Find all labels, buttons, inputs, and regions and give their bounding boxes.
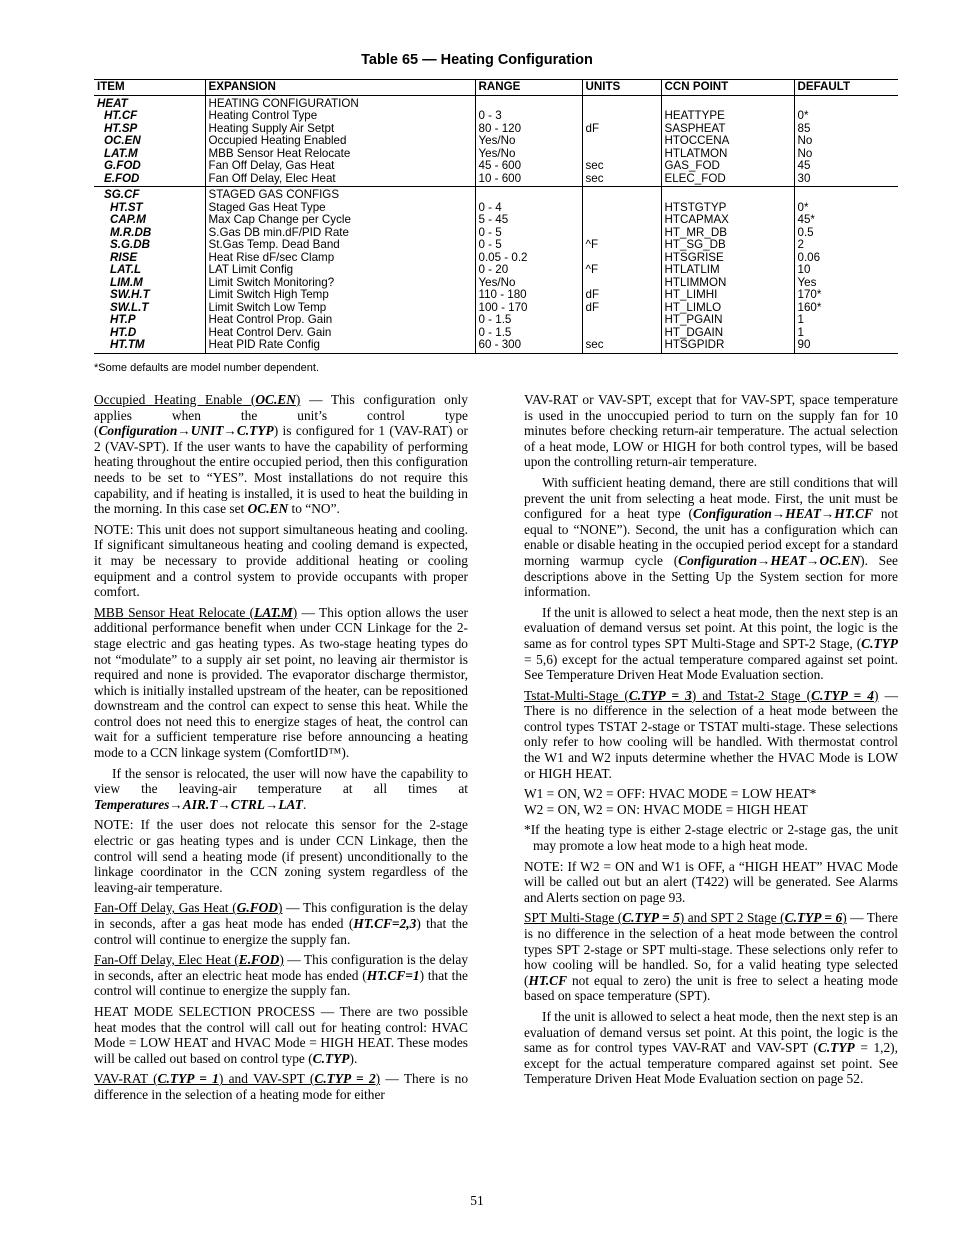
cell-item: HT.SP <box>104 121 138 135</box>
cell-expansion: Heat Control Prop. Gain <box>205 314 475 327</box>
table-row <box>94 339 898 353</box>
column-header-ccn-point: CCN POINT <box>661 80 794 96</box>
table-row <box>94 239 898 252</box>
cell-expansion: Heating Supply Air Setpt <box>205 123 475 136</box>
cell-range <box>475 95 582 110</box>
cell-default: 0.5 <box>794 227 898 240</box>
table-row <box>94 135 898 148</box>
cell-item: HT.P <box>110 313 136 326</box>
table-title: Table 65 — Heating Configuration <box>361 52 593 68</box>
cell-ccn-point: HT_DGAIN <box>661 327 794 340</box>
table-row <box>94 264 898 277</box>
heading-fan-off-elec: Fan-Off Delay, Elec Heat (E.FOD) <box>94 952 284 968</box>
cell-item: HEAT <box>97 96 128 110</box>
cell-item: LAT.M <box>104 146 138 160</box>
cell-range: 80 - 120 <box>475 123 582 136</box>
table-row <box>94 95 898 110</box>
cell-range: 110 - 180 <box>475 289 582 302</box>
cell-default: No <box>794 135 898 148</box>
table-row <box>94 214 898 227</box>
cell-expansion: Heat Control Derv. Gain <box>205 327 475 340</box>
cell-item: M.R.DB <box>110 225 152 239</box>
cell-ccn-point <box>661 187 794 202</box>
cell-item: SG.CF <box>104 188 140 201</box>
mode-line-high: W2 = ON, W2 = ON: HVAC MODE = HIGH HEAT <box>524 801 808 817</box>
column-header-range: RANGE <box>475 80 582 96</box>
cell-units <box>582 135 661 148</box>
cell-range: 0 - 5 <box>475 239 582 252</box>
cell-item: HT.CF <box>104 109 138 122</box>
cell-range: 0 - 5 <box>475 227 582 240</box>
cell-ccn-point: HT_LIMLO <box>661 302 794 315</box>
heading-tstat: Tstat-Multi-Stage (C.TYP = 3) and Tstat-2 Stage (C.TYP = 4) <box>524 687 879 703</box>
cell-default: 170* <box>794 289 898 302</box>
cell-range: 0 - 1.5 <box>475 327 582 340</box>
cell-default: No <box>794 148 898 161</box>
cell-expansion: Limit Switch High Temp <box>205 289 475 302</box>
cell-item: SW.H.T <box>110 288 150 301</box>
note-w2: NOTE: If W2 = ON and W1 is OFF, a “HIGH HEAT” HVAC Mode will be called out but an alert (T422) will be generated. See Alarms and Alerts section on page 93. <box>524 858 898 905</box>
cell-ccn-point: HEATTYPE <box>661 110 794 123</box>
cell-units: sec <box>582 160 661 173</box>
cell-item: LIM.M <box>110 275 143 289</box>
cell-units: sec <box>582 173 661 187</box>
cell-range: 0 - 20 <box>475 264 582 277</box>
cell-default: 2 <box>794 239 898 252</box>
cell-range: 0 - 1.5 <box>475 314 582 327</box>
cell-expansion: STAGED GAS CONFIGS <box>205 187 475 202</box>
cell-expansion: Max Cap Change per Cycle <box>205 214 475 227</box>
cell-default: 0* <box>794 202 898 215</box>
cell-item: RISE <box>110 250 138 264</box>
cell-units <box>582 202 661 215</box>
table-footnote: *Some defaults are model number dependent. <box>94 362 320 374</box>
cell-range: 100 - 170 <box>475 302 582 315</box>
cell-ccn-point: HTOCCENA <box>661 135 794 148</box>
cell-units: ^F <box>582 239 661 252</box>
table-row <box>94 110 898 123</box>
table-row <box>94 160 898 173</box>
paragraph-evaluation-1: If the unit is allowed to select a heat mode, then the next step is an evaluation of demand versus set point. At this point, the logic is the same as for control types SPT Multi-Stage and SPT-2 Stage, (C.TYP = 5,6) except for the actual temperature compared against set point. See Temperature Driven Heat Mode Evaluation section. <box>524 604 898 683</box>
heading-spt: SPT Multi-Stage (C.TYP = 5) and SPT 2 Stage (C.TYP = 6) <box>524 910 847 926</box>
cell-ccn-point: HTSGPIDR <box>661 339 794 353</box>
cell-units: sec <box>582 339 661 353</box>
cell-expansion: Heat PID Rate Config <box>205 339 475 353</box>
cell-item: CAP.M <box>110 213 146 226</box>
cell-range: 10 - 600 <box>475 173 582 187</box>
cell-units <box>582 95 661 110</box>
right-column <box>524 392 898 1092</box>
cell-ccn-point: HT_SG_DB <box>661 239 794 252</box>
cell-item: HT.D <box>110 325 137 339</box>
cell-ccn-point <box>661 95 794 110</box>
note-ccn-linkage: NOTE: If the user does not relocate this sensor for the 2-stage electric or gas heating types and is under CCN Linkage, then the control will send a heating mode (if present) unconditionally to the linkage coordinator in the CCN zoning system regardless of the leaving-air temperature. <box>94 817 468 895</box>
cell-default: 90 <box>794 339 898 353</box>
cell-item: OC.EN <box>104 134 141 147</box>
cell-ccn-point: HTSTGTYP <box>661 202 794 215</box>
cell-range: 0 - 4 <box>475 202 582 215</box>
cell-units <box>582 214 661 227</box>
cell-default: 1 <box>794 327 898 340</box>
table-row <box>94 187 898 202</box>
paragraph-vav-rat: VAV-RAT (C.TYP = 1) and VAV-SPT (C.TYP = 2) — There is no difference in the selection of a heating mode for either <box>94 1071 469 1102</box>
cell-expansion: Limit Switch Low Temp <box>205 302 475 315</box>
column-header-default: DEFAULT <box>794 80 898 96</box>
cell-default: Yes <box>794 277 898 290</box>
cell-expansion: Limit Switch Monitoring? <box>205 277 475 290</box>
cell-range: Yes/No <box>475 148 582 161</box>
cell-expansion: Fan Off Delay, Elec Heat <box>205 173 475 187</box>
cell-range: 60 - 300 <box>475 339 582 353</box>
cell-default: 1 <box>794 314 898 327</box>
cell-range: 0.05 - 0.2 <box>475 252 582 265</box>
table-row <box>94 289 898 302</box>
cell-ccn-point: HT_LIMHI <box>661 289 794 302</box>
paragraph-sufficient-demand: With sufficient heating demand, there are still conditions that will prevent the unit from selecting a heat mode. First, the unit must be configured for a heat type (Configuration→HEAT→HT.CF not equal to “NONE”). Second, the unit has a configuration which can enable or disable heating in the occupied period except for a standard morning warmup cycle (Configuration→HEAT→OC.EN). See descriptions above in the Setting Up the System section for more information. <box>524 474 898 600</box>
cell-range: 0 - 3 <box>475 110 582 123</box>
cell-item: S.G.DB <box>110 238 150 251</box>
paragraph-evaluation-2: If the unit is allowed to select a heat mode, then the next step is an evaluation of demand versus set point. At this point, the logic is the same as for control types VAV-RAT and VAV-SPT (C.TYP = 1,2), except for the actual temperature compared against set point. See Temperature Driven Heat Mode Evaluation section on page 52. <box>524 1008 898 1087</box>
cell-units <box>582 187 661 202</box>
heading-mbb-sensor: MBB Sensor Heat Relocate (LAT.M) <box>94 604 298 620</box>
heading-occupied-heating-enable: Occupied Heating Enable (OC.EN) <box>94 392 301 407</box>
cell-expansion: Heat Rise dF/sec Clamp <box>205 252 475 265</box>
cell-item: HT.ST <box>110 200 143 214</box>
cell-item: HT.TM <box>94 339 205 353</box>
cell-expansion: LAT Limit Config <box>205 264 475 277</box>
cell-item: E.FOD <box>94 173 205 187</box>
heating-configuration-table <box>94 79 898 354</box>
table-row <box>94 173 898 187</box>
cell-expansion: HEATING CONFIGURATION <box>205 95 475 110</box>
cell-range: Yes/No <box>475 277 582 290</box>
paragraph-tstat: Tstat-Multi-Stage (C.TYP = 3) and Tstat-2 Stage (C.TYP = 4) — There is no difference in the selection of a heat mode between the control types TSTAT 2-stage or TSTAT multi-stage. These selections only refer to how cooling will be handled. With thermostat control the W1 and W2 inputs determine whether the HVAC Mode is LOW or HIGH HEAT. <box>524 687 899 781</box>
heading-vav-rat: VAV-RAT (C.TYP = 1) and VAV-SPT (C.TYP = 2) <box>94 1071 381 1087</box>
cell-expansion: S.Gas DB min.dF/PID Rate <box>205 227 475 240</box>
cell-expansion: Occupied Heating Enabled <box>205 135 475 148</box>
paragraph-vav-continued: VAV-RAT or VAV-SPT, except that for VAV-SPT, space temperature is used in the unoccupied period to turn on the supply fan for 10 minutes before checking return-air temperature. The actual selection of a heat mode, LOW or HIGH for both control types, will be based upon the controlling return-air temperature. <box>524 392 898 470</box>
cell-range: 5 - 45 <box>475 214 582 227</box>
cell-default: 0.06 <box>794 252 898 265</box>
paragraph-fan-off-gas: Fan-Off Delay, Gas Heat (G.FOD) — This configuration is the delay in seconds, after a gas heat mode has ended (HT.CF=2,3) that the control will continue to energize the supply fan. <box>94 900 469 947</box>
cell-item: G.FOD <box>104 159 141 172</box>
page-number: 51 <box>470 1193 484 1208</box>
cell-units <box>582 110 661 123</box>
cell-units: dF <box>582 302 661 315</box>
cell-expansion: MBB Sensor Heat Relocate <box>205 148 475 161</box>
note-simultaneous: NOTE: This unit does not support simultaneous heating and cooling. If significant simultaneous heating and cooling demand is expected, it may be necessary to provide additional heating or cooling equipment and a control system to provide occupants with proper comfort. <box>94 521 468 600</box>
cell-range: Yes/No <box>475 135 582 148</box>
cell-expansion: Heating Control Type <box>205 110 475 123</box>
cell-units: dF <box>582 289 661 302</box>
cell-ccn-point: HTLIMMON <box>661 277 794 290</box>
footnote-two-stage: *If the heating type is either 2-stage electric or 2-stage gas, the unit may promote a low heat mode to a high heat mode. <box>524 822 898 854</box>
table-header-row <box>94 80 898 96</box>
cell-ccn-point: SASPHEAT <box>661 123 794 136</box>
paragraph-spt: SPT Multi-Stage (C.TYP = 5) and SPT 2 Stage (C.TYP = 6) — There is no difference in the selection of a heat mode between the control types SPT 2-stage or SPT multi-stage. These selections only refer to how cooling will be handled. So, for a valid heating type selected (HT.CF not equal to zero) the unit is free to select a heating mode based on space temperature (SPT). <box>524 910 898 1004</box>
cell-expansion: Staged Gas Heat Type <box>205 202 475 215</box>
config-path: Configuration→UNIT→C.TYP <box>98 423 274 439</box>
table-row <box>94 314 898 327</box>
cell-ccn-point: HT_MR_DB <box>661 227 794 240</box>
cell-item: SW.L.T <box>110 300 149 314</box>
cell-units <box>582 314 661 327</box>
cell-default: 30 <box>794 173 898 187</box>
cell-ccn-point: HTLATLIM <box>661 264 794 277</box>
cell-default <box>794 187 898 202</box>
left-column <box>94 392 468 1108</box>
cell-default: 45* <box>794 214 898 227</box>
cell-units: ^F <box>582 264 661 277</box>
paragraph-mbb-sensor: MBB Sensor Heat Relocate (LAT.M) — This option allows the user additional performance benefit when under CCN Linkage for the 2-stage electric and gas heating types. As two-stage heating types do not “modulate” to a supply air set point, no leaving air thermistor is required and none is provided. The evaporator discharge thermistor, which is initially installed upstream of the heater, can be repositioned downstream and the control can expect to sense this heat. While the control does not need this to energize stages of heat, the control can wait for a sufficient temperature rise before announcing a heating mode to a CCN linkage system (ComfortID™). <box>94 604 468 761</box>
cell-ccn-point: ELEC_FOD <box>661 173 794 187</box>
paragraph-fan-off-elec: Fan-Off Delay, Elec Heat (E.FOD) — This configuration is the delay in seconds, after an electric heat mode has ended (HT.CF=1) that the control will continue to energize the supply fan. <box>94 952 469 999</box>
column-header-expansion: EXPANSION <box>205 80 475 96</box>
cell-expansion: St.Gas Temp. Dead Band <box>205 239 475 252</box>
cell-ccn-point: HTLATMON <box>661 148 794 161</box>
heading-fan-off-gas: Fan-Off Delay, Gas Heat (G.FOD) <box>94 900 283 916</box>
cell-default: 160* <box>794 302 898 315</box>
mode-line-low: W1 = ON, W2 = OFF: HVAC MODE = LOW HEAT* <box>524 786 817 802</box>
column-header-units: UNITS <box>582 80 661 96</box>
cell-ccn-point: HTCAPMAX <box>661 214 794 227</box>
cell-ccn-point: GAS_FOD <box>661 160 794 173</box>
paragraph-occupied-heating-enable: Occupied Heating Enable (OC.EN) — This configuration only applies when the unit’s control type (Configuration→UNIT→C.TYP) is configured for 1 (VAV-RAT) or 2 (VAV-SPT). If the user wants to have the capability of performing heating throughout the entire occupied period, then this configuration needs to be set to “YES”. Most installations do not require this capability, and if heating is installed, it is used to heat the building in the morning. In this case set OC.EN to “NO”. <box>94 392 468 517</box>
cell-expansion: Fan Off Delay, Gas Heat <box>205 160 475 173</box>
cell-default <box>794 95 898 110</box>
cell-default: 45 <box>794 160 898 173</box>
cell-default: 10 <box>794 264 898 277</box>
cell-range <box>475 187 582 202</box>
column-header-item: ITEM <box>94 80 205 96</box>
paragraph-sensor-relocated: If the sensor is relocated, the user will now have the capability to view the leaving-air temperature at all times at Temperatures→AIR.T→CTRL→LAT. <box>94 765 468 812</box>
cell-ccn-point: HTSGRISE <box>661 252 794 265</box>
cell-default: 85 <box>794 123 898 136</box>
cell-item: LAT.L <box>110 263 142 276</box>
cell-units: dF <box>582 123 661 136</box>
cell-ccn-point: HT_PGAIN <box>661 314 794 327</box>
cell-default: 0* <box>794 110 898 123</box>
paragraph-heat-mode-selection: HEAT MODE SELECTION PROCESS — There are two possible heat modes that the control will call out for heating control: HVAC Mode = LOW HEAT and HVAC Mode = HIGH HEAT. These modes will be called out based on control type (C.TYP). <box>94 1003 468 1066</box>
cell-range: 45 - 600 <box>475 160 582 173</box>
